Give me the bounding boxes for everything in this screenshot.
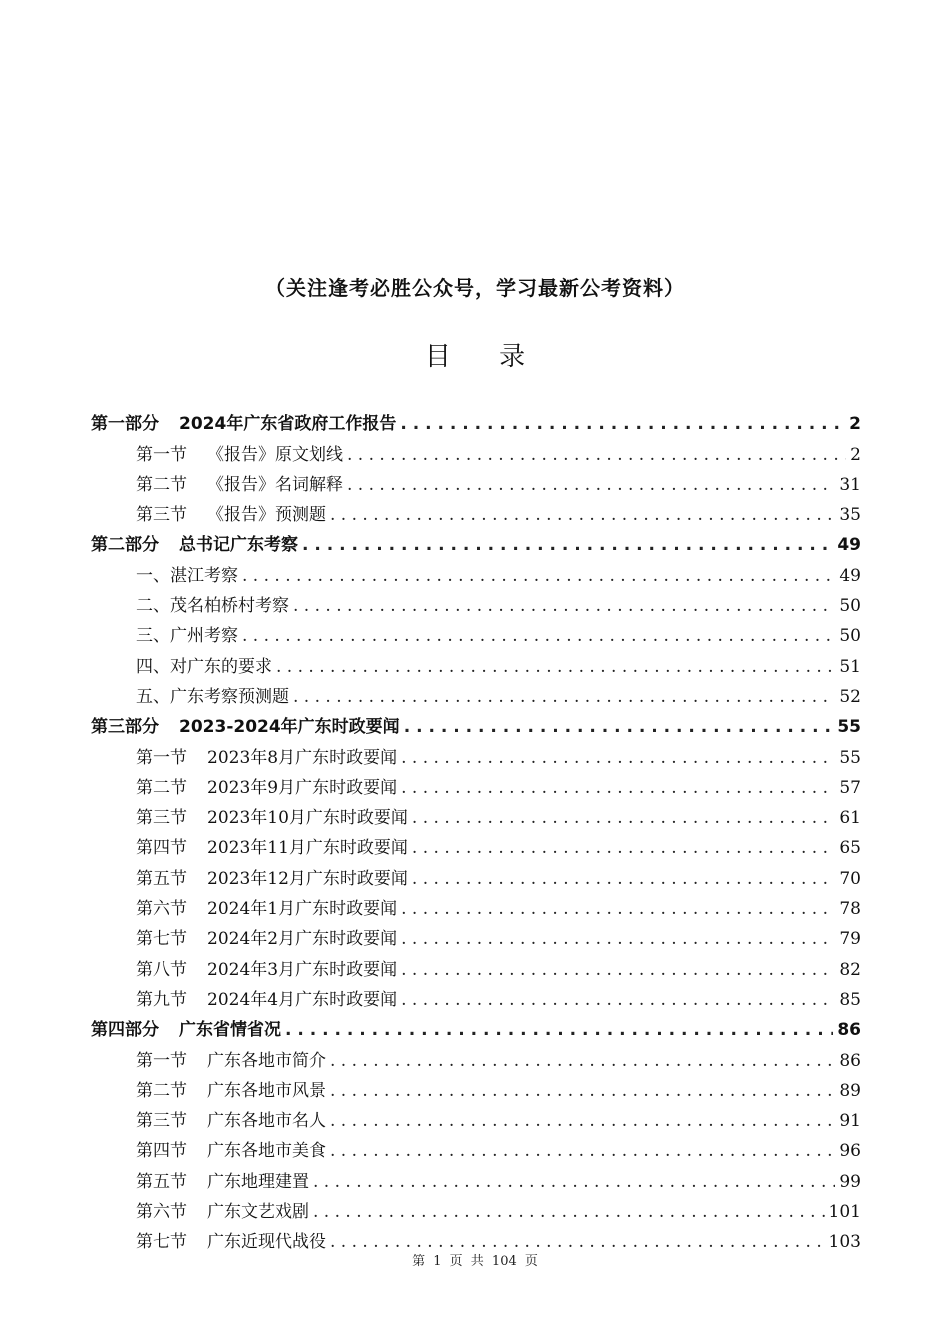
toc-dot-leader — [276, 656, 835, 678]
toc-page-number: 50 — [839, 626, 861, 647]
toc-entry-title: 《报告》原文划线 — [207, 444, 343, 465]
toc-entry-number: 第二节 — [136, 1080, 187, 1101]
toc-page-number: 2 — [850, 444, 861, 465]
toc-part-entry[interactable] — [91, 708, 861, 738]
toc-dot-leader — [330, 504, 835, 526]
toc-page-number: 89 — [839, 1080, 861, 1101]
toc-section-entry[interactable] — [91, 1102, 861, 1132]
toc-dot-leader — [400, 413, 845, 435]
toc-section-entry[interactable] — [91, 647, 861, 677]
toc-page-number: 2 — [849, 414, 861, 435]
toc-entry-title: 广东文艺戏剧 — [207, 1202, 309, 1223]
toc-dot-leader — [412, 868, 835, 890]
toc-page-number: 57 — [839, 777, 861, 798]
toc-entry-number: 第七节 — [136, 1232, 187, 1253]
toc-entry-title: 2023年9月广东时政要闻 — [207, 777, 398, 798]
toc-entry-title: 广东各地市名人 — [207, 1111, 326, 1132]
toc-part-entry[interactable] — [91, 526, 861, 556]
toc-section-entry[interactable] — [91, 1223, 861, 1253]
toc-entry-title: 2023年10月广东时政要闻 — [207, 808, 408, 829]
toc-section-entry[interactable] — [91, 496, 861, 526]
toc-entry-number: 第一节 — [136, 444, 187, 465]
toc-entry-number: 第六节 — [136, 899, 187, 920]
toc-dot-leader — [347, 474, 835, 496]
toc-entry-number: 第五节 — [136, 868, 187, 889]
toc-section-entry[interactable] — [91, 799, 861, 829]
toc-entry-title: 四、对广东的要求 — [136, 656, 272, 677]
toc-entry-title: 2024年3月广东时政要闻 — [207, 959, 398, 980]
toc-entry-number: 第二部分 — [91, 535, 159, 556]
toc-page-number: 31 — [839, 474, 861, 495]
toc-entry-title: 三、广州考察 — [136, 626, 238, 647]
toc-dot-leader — [401, 928, 835, 950]
toc-dot-leader — [242, 625, 835, 647]
toc-section-entry[interactable] — [91, 435, 861, 465]
toc-dot-leader — [285, 1019, 833, 1041]
toc-page-number: 85 — [839, 989, 861, 1010]
toc-page-number: 91 — [839, 1111, 861, 1132]
toc-entry-title: 二、茂名柏桥村考察 — [136, 596, 289, 617]
toc-page-number: 65 — [839, 838, 861, 859]
toc-section-entry[interactable] — [91, 617, 861, 647]
toc-page-number: 50 — [839, 596, 861, 617]
toc-page-number: 61 — [839, 808, 861, 829]
toc-section-entry[interactable] — [91, 1072, 861, 1102]
toc-entry-title: 五、广东考察预测题 — [136, 686, 289, 707]
toc-dot-leader — [347, 444, 846, 466]
toc-dot-leader — [293, 595, 835, 617]
toc-part-entry[interactable] — [91, 1011, 861, 1041]
toc-page-number: 103 — [828, 1232, 861, 1253]
toc-section-entry[interactable] — [91, 829, 861, 859]
toc-dot-leader — [404, 716, 834, 738]
toc-section-entry[interactable] — [91, 587, 861, 617]
toc-section-entry[interactable] — [91, 1041, 861, 1071]
toc-entry-number: 第三节 — [136, 505, 187, 526]
toc-section-entry[interactable] — [91, 859, 861, 889]
toc-entry-number: 第七节 — [136, 929, 187, 950]
toc-entry-title: 一、湛江考察 — [136, 565, 238, 586]
page-footer: 第 1 页 共 104 页 — [412, 1254, 538, 1269]
toc-entry-title: 广东各地市美食 — [207, 1141, 326, 1162]
toc-entry-number: 第二节 — [136, 474, 187, 495]
toc-section-entry[interactable] — [91, 556, 861, 586]
toc-page-number: 82 — [839, 959, 861, 980]
toc-dot-leader — [401, 989, 835, 1011]
toc-dot-leader — [330, 1231, 825, 1253]
toc-section-entry[interactable] — [91, 738, 861, 768]
toc-page-number: 86 — [839, 1050, 861, 1071]
toc-page-number: 51 — [839, 656, 861, 677]
toc-dot-leader — [313, 1201, 825, 1223]
toc-entry-title: 2023年12月广东时政要闻 — [207, 868, 408, 889]
toc-page-number: 78 — [839, 899, 861, 920]
toc-entry-title: 2024年1月广东时政要闻 — [207, 899, 398, 920]
toc-page-number: 79 — [839, 929, 861, 950]
toc-section-entry[interactable] — [91, 920, 861, 950]
toc-page-number: 52 — [839, 686, 861, 707]
toc-section-entry[interactable] — [91, 1132, 861, 1162]
toc-title: 目 录 — [424, 342, 526, 372]
toc-entry-title: 2024年广东省政府工作报告 — [179, 414, 397, 435]
toc-entry-title: 《报告》名词解释 — [207, 474, 343, 495]
toc-dot-leader — [302, 534, 833, 556]
toc-entry-title: 2024年4月广东时政要闻 — [207, 989, 398, 1010]
toc-page-number: 99 — [839, 1171, 861, 1192]
toc-dot-leader — [293, 686, 835, 708]
toc-entry-number: 第三部分 — [91, 717, 159, 738]
toc-dot-leader — [330, 1110, 835, 1132]
toc-section-entry[interactable] — [91, 1162, 861, 1192]
toc-page-number: 49 — [839, 565, 861, 586]
toc-dot-leader — [401, 959, 835, 981]
toc-entry-title: 广东地理建置 — [207, 1171, 309, 1192]
toc-entry-number: 第四节 — [136, 1141, 187, 1162]
toc-entry-number: 第一节 — [136, 747, 187, 768]
toc-entry-title: 2023-2024年广东时政要闻 — [179, 717, 400, 738]
public-account-notice: （关注逢考必胜公众号，学习最新公考资料） — [265, 276, 685, 300]
toc-entry-title: 广东省情省况 — [179, 1020, 281, 1041]
toc-entry-title: 广东各地市简介 — [207, 1050, 326, 1071]
toc-section-entry[interactable] — [91, 950, 861, 980]
toc-dot-leader — [401, 777, 835, 799]
table-of-contents — [91, 405, 861, 1253]
toc-section-entry[interactable] — [91, 769, 861, 799]
toc-entry-number: 第八节 — [136, 959, 187, 980]
toc-entry-title: 《报告》预测题 — [207, 505, 326, 526]
toc-entry-title: 总书记广东考察 — [179, 535, 298, 556]
toc-dot-leader — [412, 807, 835, 829]
toc-entry-number: 第四部分 — [91, 1020, 159, 1041]
toc-dot-leader — [330, 1050, 835, 1072]
toc-section-entry[interactable] — [91, 678, 861, 708]
toc-section-entry[interactable] — [91, 890, 861, 920]
toc-section-entry[interactable] — [91, 466, 861, 496]
toc-entry-number: 第一节 — [136, 1050, 187, 1071]
toc-section-entry[interactable] — [91, 1193, 861, 1223]
toc-entry-title: 2023年8月广东时政要闻 — [207, 747, 398, 768]
toc-entry-title: 广东各地市风景 — [207, 1080, 326, 1101]
toc-page-number: 86 — [837, 1020, 861, 1041]
toc-entry-number: 第九节 — [136, 989, 187, 1010]
toc-entry-title: 广东近现代战役 — [207, 1232, 326, 1253]
toc-dot-leader — [412, 837, 835, 859]
toc-page-number: 70 — [839, 868, 861, 889]
toc-entry-number: 第五节 — [136, 1171, 187, 1192]
toc-dot-leader — [330, 1080, 835, 1102]
toc-page-number: 35 — [839, 505, 861, 526]
toc-page-number: 49 — [837, 535, 861, 556]
toc-dot-leader — [242, 565, 835, 587]
toc-entry-title: 2023年11月广东时政要闻 — [207, 838, 408, 859]
toc-entry-number: 第二节 — [136, 777, 187, 798]
toc-dot-leader — [401, 747, 835, 769]
toc-dot-leader — [401, 898, 835, 920]
toc-page-number: 55 — [839, 747, 861, 768]
toc-entry-number: 第四节 — [136, 838, 187, 859]
toc-dot-leader — [330, 1140, 835, 1162]
toc-entry-title: 2024年2月广东时政要闻 — [207, 929, 398, 950]
toc-part-entry[interactable] — [91, 405, 861, 435]
toc-entry-number: 第六节 — [136, 1202, 187, 1223]
toc-entry-number: 第一部分 — [91, 414, 159, 435]
toc-dot-leader — [313, 1171, 835, 1193]
toc-page-number: 101 — [828, 1202, 861, 1223]
toc-entry-number: 第三节 — [136, 1111, 187, 1132]
toc-page-number: 96 — [839, 1141, 861, 1162]
toc-section-entry[interactable] — [91, 981, 861, 1011]
toc-entry-number: 第三节 — [136, 808, 187, 829]
toc-page-number: 55 — [837, 717, 861, 738]
